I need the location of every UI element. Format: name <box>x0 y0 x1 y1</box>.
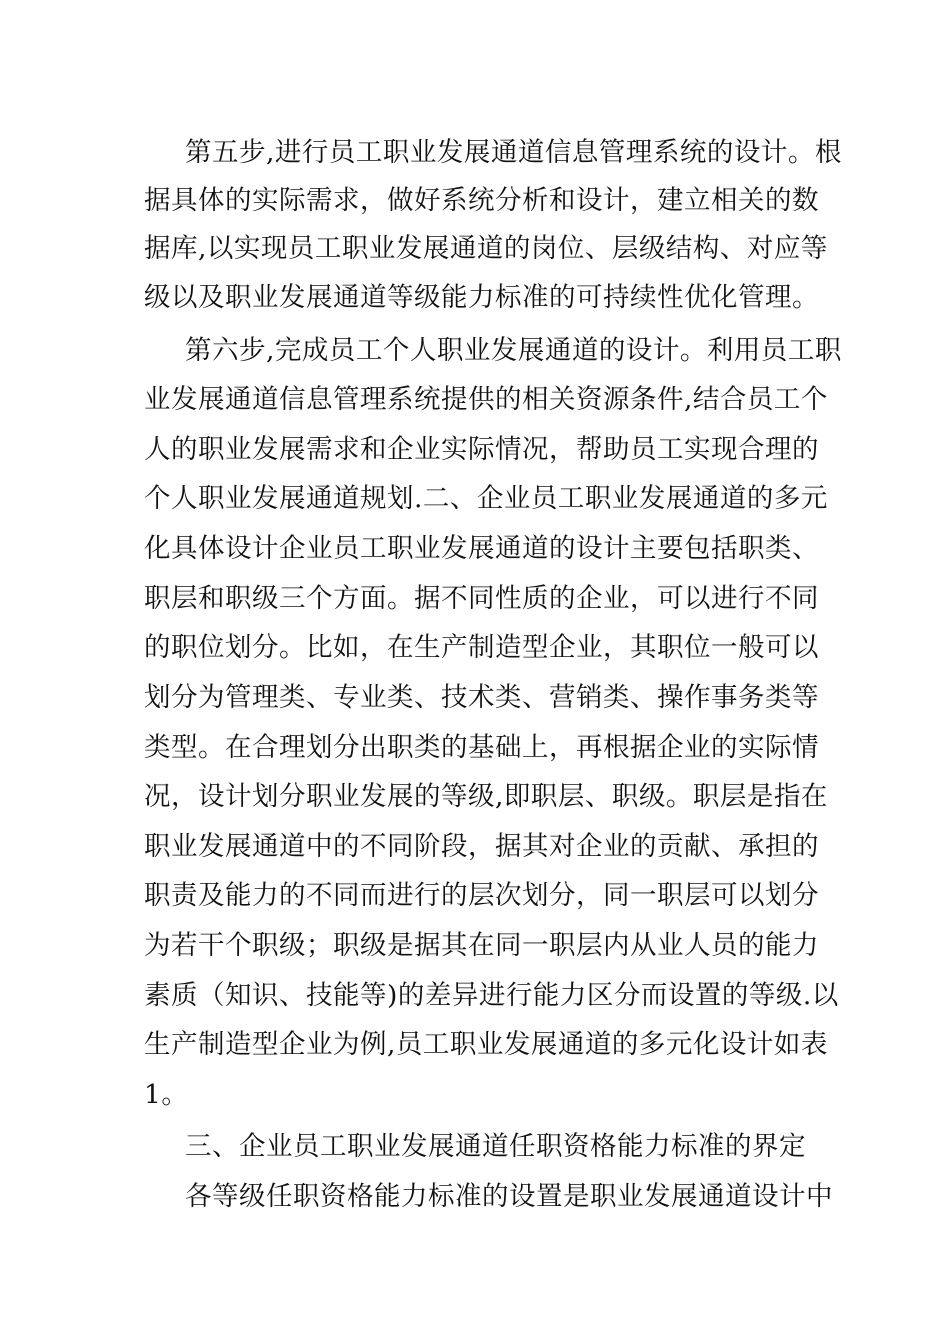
paragraph-line: 各等级任职资格能力标准的设置是职业发展通道设计中 <box>185 1181 833 1212</box>
paragraph-line: 1。 <box>144 1079 189 1110</box>
paragraph-line: 第五步,进行员工职业发展通道信息管理系统的设计。根 <box>185 137 842 168</box>
paragraph-line: 职业发展通道中的不同阶段，据其对企业的贡献、承担的 <box>144 831 819 862</box>
paragraph-line: 据具体的实际需求，做好系统分析和设计，建立相关的数 <box>144 185 819 216</box>
paragraph-line: 生产制造型企业为例,员工职业发展通道的多元化设计如表 <box>144 1029 828 1060</box>
paragraph-line: 人的职业发展需求和企业实际情况，帮助员工实现合理的 <box>144 434 819 465</box>
paragraph-line: 级以及职业发展通道等级能力标准的可持续性优化管理。 <box>144 282 819 313</box>
paragraph-line: 化具体设计企业员工职业发展通道的设计主要包括职类、 <box>144 533 819 564</box>
paragraph-line: 个人职业发展通道规划.二、企业员工职业发展通道的多元 <box>144 483 828 514</box>
paragraph-line: 据库,以实现员工职业发展通道的岗位、层级结构、对应等 <box>144 233 828 264</box>
paragraph-line: 业发展通道信息管理系统提供的相关资源条件,结合员工个 <box>144 384 828 415</box>
paragraph-line: 类型。在合理划分出职类的基础上，再根据企业的实际情 <box>144 732 819 763</box>
paragraph-line: 况，设计划分职业发展的等级,即职层、职级。职层是指在 <box>144 781 828 812</box>
section-heading: 三、企业员工职业发展通道任职资格能力标准的界定 <box>185 1131 806 1162</box>
paragraph-line: 的职位划分。比如，在生产制造型企业，其职位一般可以 <box>144 632 819 663</box>
paragraph-line: 职层和职级三个方面。据不同性质的企业，可以进行不同 <box>144 583 819 614</box>
paragraph-line: 素质（知识、技能等)的差异进行能力区分而设置的等级.以 <box>144 980 839 1011</box>
paragraph-line: 第六步,完成员工个人职业发展通道的设计。利用员工职 <box>185 335 842 366</box>
paragraph-line: 职责及能力的不同而进行的层次划分，同一职层可以划分 <box>144 880 819 911</box>
paragraph-line: 为若干个职级；职级是据其在同一职层内从业人员的能力 <box>144 930 819 961</box>
paragraph-line: 划分为管理类、专业类、技术类、营销类、操作事务类等 <box>144 682 819 713</box>
